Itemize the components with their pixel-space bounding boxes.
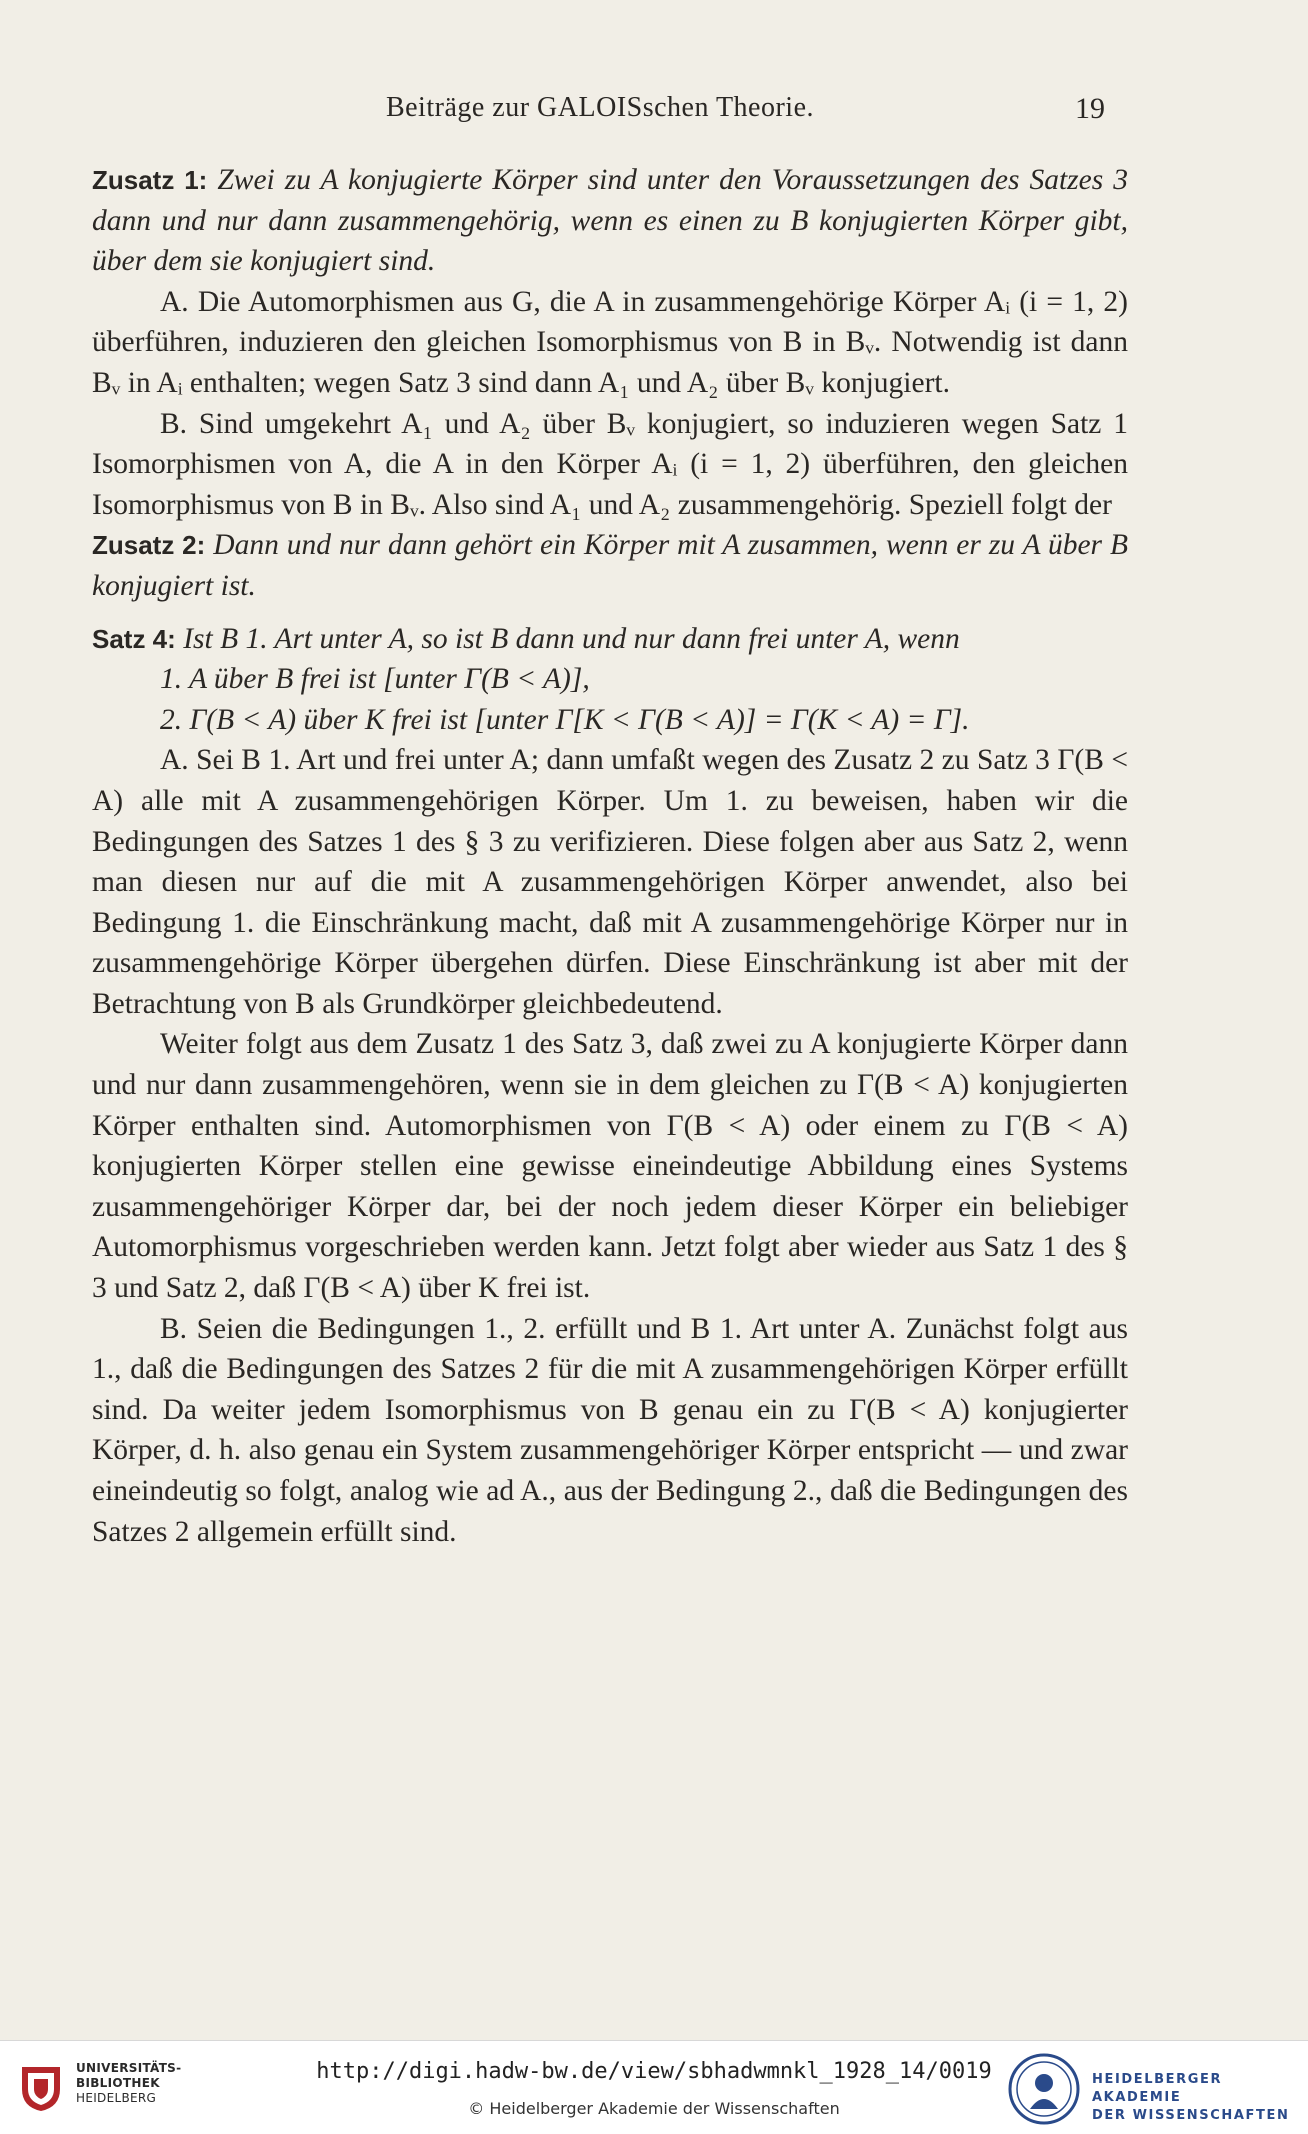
corollary-2-text: Dann und nur dann gehört ein Körper mit A zusammen, wenn er zu A über B konjugiert ist.	[92, 529, 1129, 602]
theorem-4-label: Satz 4:	[92, 623, 176, 654]
corollary-2-label: Zusatz 2:	[92, 530, 206, 561]
theorem-4	[92, 619, 1128, 660]
proof-b-paragraph: B. Sind umgekehrt A₁ und A₂ über Bᵥ konjugiert, so induzieren wegen Satz 1 Isomorphismen von A, die A in den Körper Aᵢ (i = 1, 2) überführen, den gleichen Isomorphismus von B in Bᵥ. Also sind A₁ und A₂ zusammengehörig. Speziell folgt der	[92, 407, 1128, 521]
academy-name: HEIDELBERGER AKADEMIE DER WISSENSCHAFTEN	[1092, 2072, 1290, 2123]
proof-a-theorem-4: A. Sei B 1. Art und frei unter A; dann umfaßt wegen des Zusatz 2 zu Satz 3 Γ(B < A) alle mit A zusammengehörigen Körper. Um 1. zu beweisen, haben wir die Bedingungen des Satzes 1 des § 3 zu verifizieren. Diese folgen aber aus Satz 2, wenn man diesen nur auf die mit A zusammengehörigen Körper anwendet, also bei Bedingung 1. die Einschränkung macht, daß mit A zusammengehörige Körper nur in zusammengehörige Körper übergehen dürfen. Diese Einschränkung ist aber mit der Betrachtung von B als Grundkörper gleichbedeutend.	[92, 744, 1128, 1020]
proof-b-theorem-4: B. Seien die Bedingungen 1., 2. erfüllt und B 1. Art unter A. Zunächst folgt aus 1., daß die Bedingungen des Satzes 2 für die mit A zusammengehörigen Körper erfüllt sind. Da weiter jedem Isomorphismus von B genau ein zu Γ(B < A) konjugierter Körper, d. h. also genau ein System zusammengehöriger Körper entspricht — und zwar eineindeutig so folgt, analog wie ad A., aus der Bedingung 2., daß die Bedingungen des Satzes 2 allgemein erfüllt sind.	[92, 1312, 1128, 1548]
page-number: 19	[1075, 92, 1105, 125]
theorem-4-condition-1: 1. A über B frei ist [unter Γ(B < A)],	[160, 663, 590, 696]
theorem-4-condition-2: 2. Γ(B < A) über K frei ist [unter Γ[K < Γ(B < A)] = Γ(K < A) = Γ].	[160, 703, 970, 736]
corollary-2	[92, 525, 1128, 606]
running-head: Beiträge zur GALOISschen Theorie.	[385, 92, 815, 123]
body-text	[92, 160, 1128, 1552]
corollary-1	[92, 160, 1128, 282]
permalink-url[interactable]: http://digi.hadw-bw.de/view/sbhadwmnkl_1928_14/0019	[316, 2059, 992, 2084]
proof-a-paragraph: A. Die Automorphismen aus G, die A in zusammengehörige Körper Aᵢ (i = 1, 2) überführen, induzieren den gleichen Isomorphismus von B in Bᵥ. Notwendig ist dann Bᵥ in Aᵢ enthalten; wegen Satz 3 sind dann A₁ und A₂ über Bᵥ konjugiert.	[92, 285, 1128, 399]
proof-continuation: Weiter folgt aus dem Zusatz 1 des Satz 3, daß zwei zu A konjugierte Körper dann und nur dann zusammengehören, wenn sie in dem gleichen zu Γ(B < A) konjugierten Körper enthalten sind. Automorphismen von Γ(B < A) oder einem zu Γ(B < A) konjugierten Körper stellen eine gewisse eineindeutige Abbildung eines Systems zusammengehöriger Körper dar, bei der noch jedem dieser Körper ein beliebiger Automorphismus vorgeschrieben werden kann. Jetzt folgt aber wieder aus Satz 1 des § 3 und Satz 2, daß Γ(B < A) über K frei ist.	[92, 1028, 1128, 1305]
digitization-footer	[0, 2040, 1308, 2134]
university-library-name: UNIVERSITÄTS- BIBLIOTHEK HEIDELBERG	[76, 2061, 182, 2105]
theorem-4-text: Ist B 1. Art unter A, so ist B dann und nur dann frei unter A, wenn	[183, 622, 960, 655]
corollary-1-label: Zusatz 1:	[92, 165, 208, 195]
corollary-1-text: Zwei zu A konjugierte Körper sind unter den Voraussetzungen des Satzes 3 dann und nur dann zusammengehörig, wenn es einen zu B konjugierten Körper gibt, über dem sie konjugiert sind.	[92, 164, 1128, 278]
academy-seal-icon	[1008, 2053, 1080, 2125]
copyright-notice: © Heidelberger Akademie der Wissenschaften	[468, 2099, 840, 2118]
